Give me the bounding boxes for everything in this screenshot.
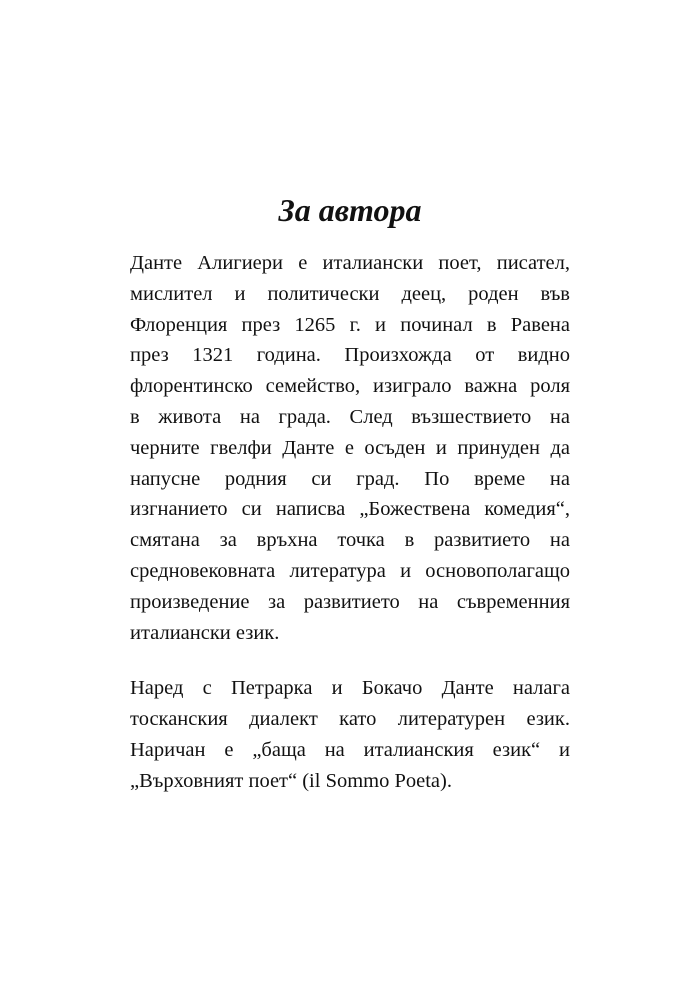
paragraph-legacy [130,673,570,796]
text-line: Флоренция през 1265 г. и починал в Равена [130,313,570,336]
text-line: произведение за развитието на съвременния [130,590,570,613]
text-line: черните гвелфи Данте е осъден и принуден да [130,436,570,459]
text-line: мислител и политически деец, роден във [130,282,570,305]
text-line: флорентинско семейство, изиграло важна роля [130,375,570,398]
text-line: средновековната литература и основополагащо [130,559,570,582]
text-line: през 1321 година. Произхожда от видно [130,344,570,367]
text-line: тосканския диалект като литературен език. [130,708,570,731]
text-line: Данте Алигиери е италиански поет, писател, [130,252,570,274]
text-line: „Върховният поет“ (il Sommo Poeta). [130,769,452,792]
body-text [130,248,570,797]
text-line: италиански език. [130,621,280,644]
text-line: изгнанието си написва „Божествена комедия“, [130,498,570,521]
text-line: напусне родния си град. По време на [130,467,570,490]
text-line: Наред с Петрарка и Бокачо Данте налага [130,677,570,700]
page-title: За автора [278,192,422,228]
text-line: в живота на града. След възшествието на [130,405,570,428]
paragraph-spacer [130,648,570,673]
paragraph-biography [130,248,570,648]
text-line: смятана за връхна точка в развитието на [130,529,570,552]
text-line: Наричан е „баща на италианския език“ и [130,738,570,761]
